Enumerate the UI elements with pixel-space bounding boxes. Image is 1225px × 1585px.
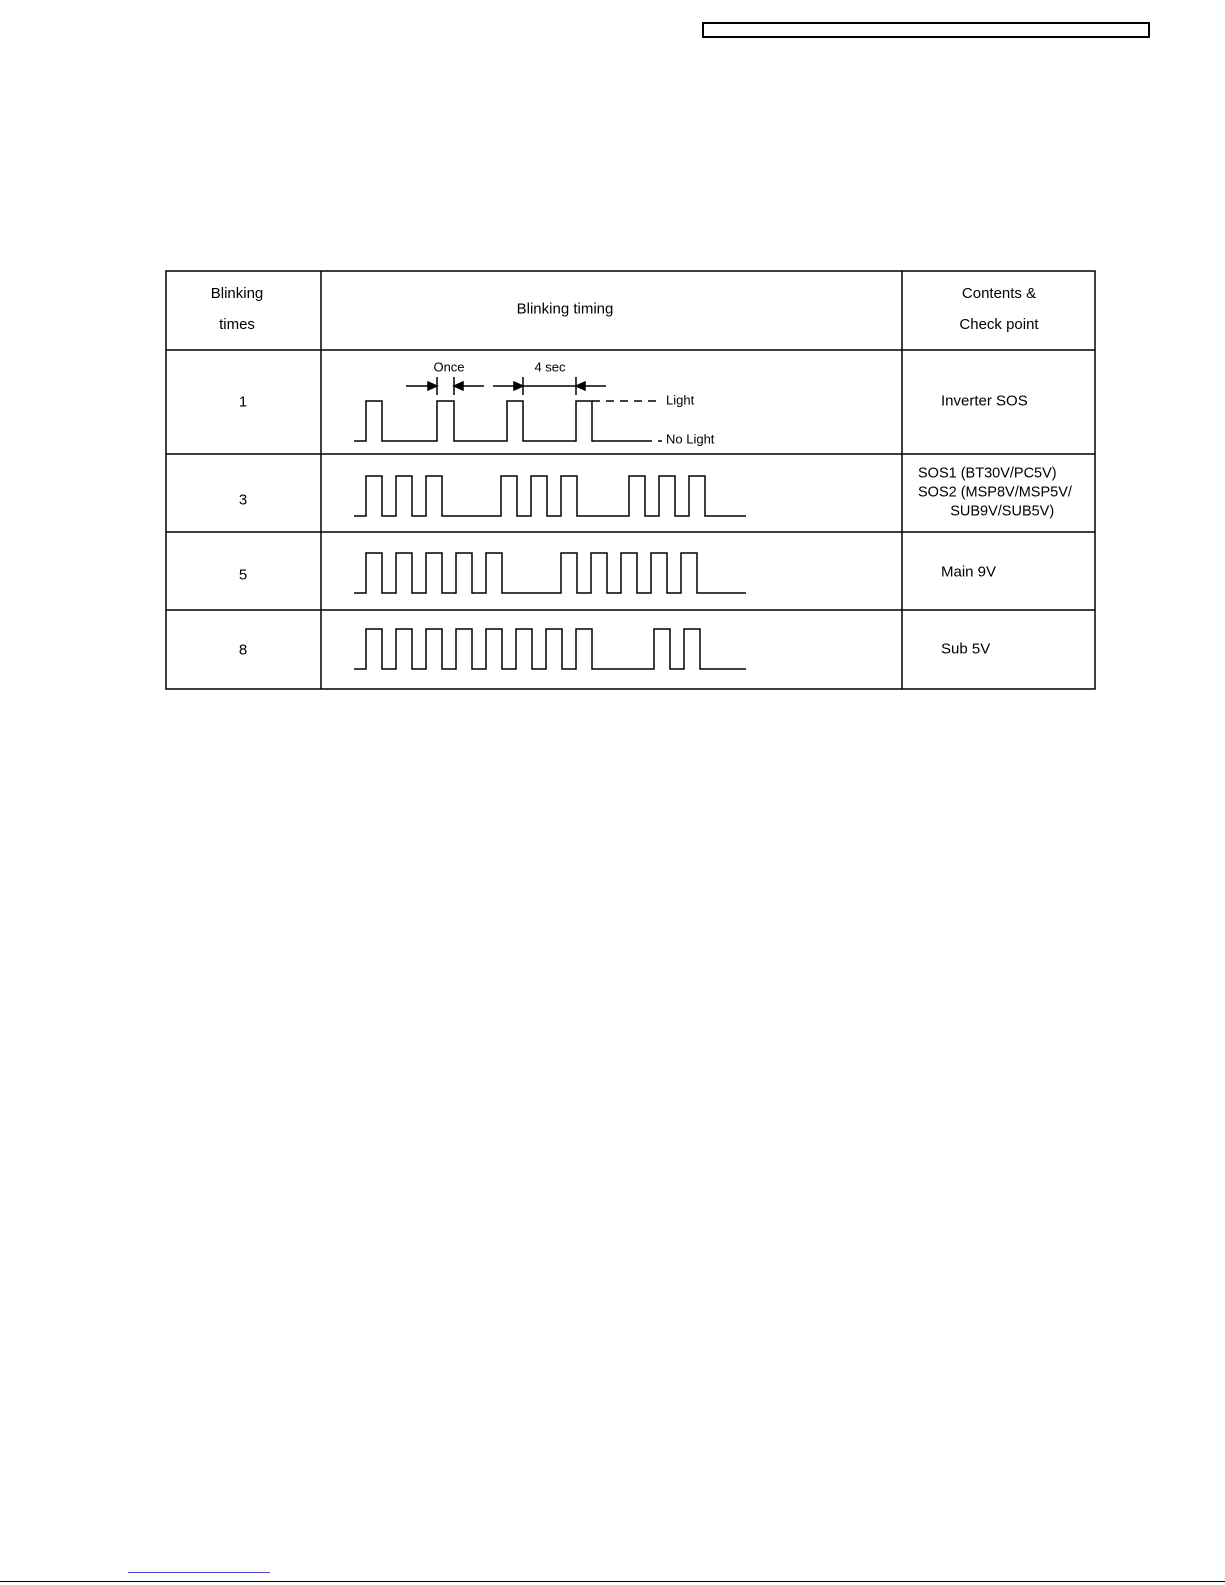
no-light-label: No Light xyxy=(666,431,715,447)
blinking-timing-table xyxy=(166,271,1095,689)
header-blinking-times-line2: times xyxy=(219,316,255,333)
content-cell: SOS1 (BT30V/PC5V) SOS2 (MSP8V/MSP5V/ SUB9V/SUB5V) xyxy=(918,465,1072,520)
header-blinking-times xyxy=(211,278,264,340)
header-blinking-timing: Blinking timing xyxy=(516,300,614,318)
waveform-3-blinks xyxy=(354,476,746,516)
once-label: Once xyxy=(433,359,465,375)
period-label: 4 sec xyxy=(534,359,566,375)
footer-rule xyxy=(0,1581,1225,1582)
blinking-times-cell: 1 xyxy=(238,393,248,411)
waveform-8-blinks xyxy=(354,629,746,669)
waveform-5-blinks xyxy=(354,553,746,593)
blinking-times-cell: 5 xyxy=(238,566,248,584)
footer-link-underline[interactable] xyxy=(128,1572,270,1573)
light-label: Light xyxy=(666,392,695,408)
header-contents-check-point xyxy=(959,278,1038,340)
content-cell: Inverter SOS xyxy=(941,392,1028,410)
header-contents-line1: Contents & xyxy=(961,285,1037,302)
blinking-times-cell: 3 xyxy=(238,491,248,509)
content-cell: Main 9V xyxy=(941,563,997,581)
header-contents-line2: Check point xyxy=(959,316,1039,333)
content-cell: Sub 5V xyxy=(941,640,991,658)
header-box xyxy=(702,22,1150,38)
waveform-1-blink xyxy=(354,377,662,441)
header-blinking-times-line1: Blinking xyxy=(210,285,264,302)
blinking-times-cell: 8 xyxy=(238,641,248,659)
